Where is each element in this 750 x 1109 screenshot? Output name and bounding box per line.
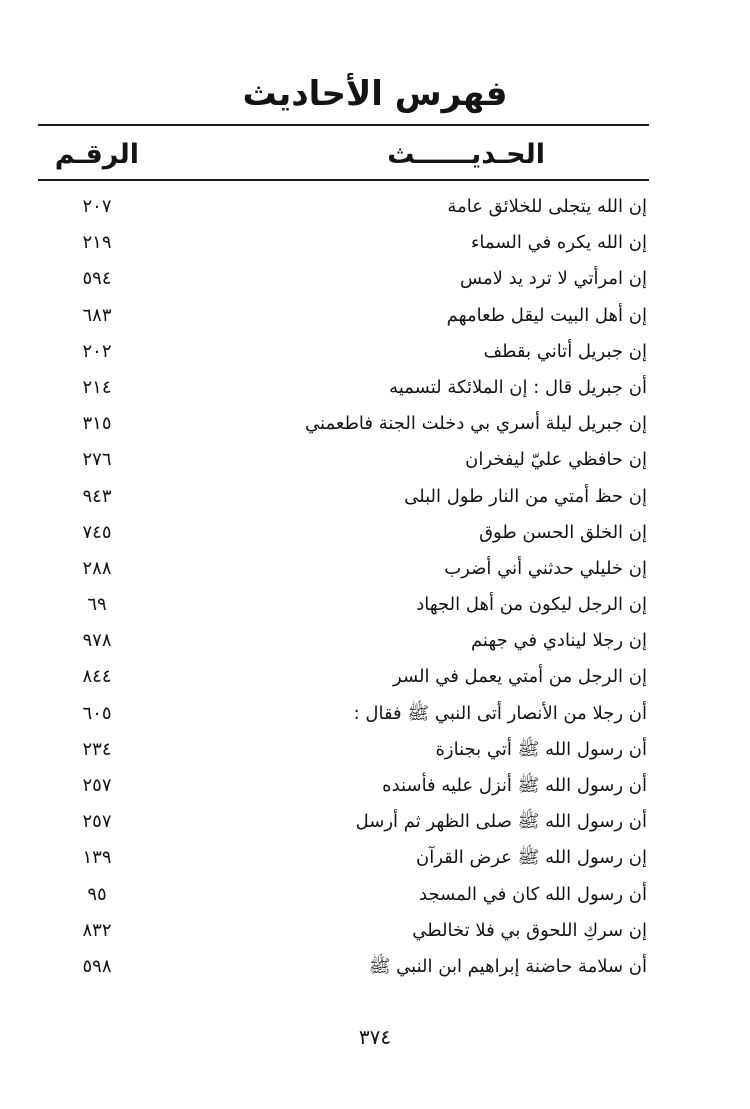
hadith-text: إن رجلا لينادي في جهنم — [470, 630, 647, 652]
index-row — [38, 479, 649, 515]
hadith-number: ٢٥٧ — [82, 811, 112, 833]
hadith-text: إن امرأتي لا ترد يد لامس — [460, 268, 647, 290]
hadith-text: إن الخلق الحسن طوق — [479, 521, 647, 543]
hadith-text: إن سركِ اللحوق بي فلا تخالطي — [412, 919, 647, 941]
hadith-text: أن رسول الله ﷺ صلى الظهر ثم أرسل — [355, 811, 647, 833]
table-top-rule — [38, 124, 649, 126]
hadith-text: إن الرجل ليكون من أهل الجهاد — [416, 594, 647, 616]
hadith-number: ٢٧٦ — [82, 449, 112, 471]
hadith-number: ٦٨٣ — [82, 304, 112, 326]
index-row — [38, 732, 649, 768]
hadith-number: ٢٨٨ — [82, 557, 112, 579]
hadith-number: ٢٥٧ — [82, 775, 112, 796]
hadith-number: ٢٣٤ — [82, 738, 112, 760]
hadith-text: أن رسول الله ﷺ أنزل عليه فأسنده — [382, 775, 647, 796]
page-number: ٣٧٤ — [358, 1025, 392, 1049]
hadith-number: ٦٩ — [87, 594, 107, 616]
index-row — [38, 189, 649, 225]
number-column-header: الرقـم — [54, 139, 139, 170]
hadith-number: ٨٤٤ — [82, 666, 112, 688]
hadith-number: ٩٤٣ — [82, 485, 112, 507]
index-row — [38, 804, 649, 840]
hadith-text: إن جبريل ليلة أسري بي دخلت الجنة فاطعمني — [305, 413, 647, 435]
index-row — [38, 406, 649, 442]
hadith-text: إن الله يتجلى للخلائق عامة — [447, 196, 647, 217]
hadith-number: ١٣٩ — [82, 847, 112, 869]
hadith-number: ٢١٩ — [82, 232, 112, 254]
hadith-number: ٩٥ — [87, 883, 107, 905]
index-row — [38, 877, 649, 913]
hadith-number: ٥٩٨ — [82, 955, 112, 977]
hadith-text: إن جبريل أتاني بقطف — [483, 340, 647, 362]
index-row — [38, 225, 649, 261]
index-row — [38, 659, 649, 695]
hadith-text: أن جبريل قال : إن الملائكة لتسميه — [389, 376, 647, 398]
hadith-number: ٥٩٤ — [82, 268, 112, 290]
table-header-rule — [38, 179, 649, 181]
index-row — [38, 515, 649, 551]
page-title: فهرس الأحاديث — [242, 74, 508, 114]
index-row — [38, 840, 649, 876]
hadith-number: ٢٠٢ — [82, 340, 112, 362]
hadith-text: إن حافظي عليّ ليفخران — [465, 449, 647, 471]
hadith-text: أن رجلا من الأنصار أتى النبي ﷺ فقال : — [353, 702, 647, 724]
index-row — [38, 298, 649, 334]
hadith-text: إن الرجل من أمتي يعمل في السر — [393, 666, 647, 688]
index-row — [38, 261, 649, 297]
hadith-number: ٩٧٨ — [82, 630, 112, 652]
hadith-number: ٧٤٥ — [82, 521, 112, 543]
index-row — [38, 442, 649, 478]
hadith-number: ٨٣٢ — [82, 919, 112, 941]
index-row — [38, 696, 649, 732]
hadith-text: إن حظ أمتي من النار طول البلى — [404, 485, 647, 507]
hadith-text: أن سلامة حاضنة إبراهيم ابن النبي ﷺ — [368, 955, 647, 977]
hadith-text: إن الله يكره في السماء — [470, 232, 647, 254]
hadith-text: أن رسول الله كان في المسجد — [419, 883, 647, 905]
index-row — [38, 913, 649, 949]
hadith-text: إن أهل البيت ليقل طعامهم — [446, 304, 647, 326]
index-row — [38, 768, 649, 804]
hadith-number: ٢١٤ — [82, 376, 112, 398]
index-row — [38, 949, 649, 985]
index-row — [38, 587, 649, 623]
hadith-number: ٦٠٥ — [82, 702, 112, 724]
index-row — [38, 623, 649, 659]
hadith-text: إن رسول الله ﷺ عرض القرآن — [416, 847, 647, 869]
index-row — [38, 551, 649, 587]
hadith-text: إن خليلي حدثني أني أضرب — [444, 557, 647, 579]
hadith-index-list — [38, 189, 649, 985]
hadith-text: أن رسول الله ﷺ أتي بجنازة — [435, 738, 647, 760]
index-row — [38, 370, 649, 406]
hadith-column-header: الحـديــــــث — [387, 139, 545, 170]
index-row — [38, 334, 649, 370]
hadith-number: ٢٠٧ — [82, 196, 112, 217]
hadith-number: ٣١٥ — [82, 413, 112, 435]
